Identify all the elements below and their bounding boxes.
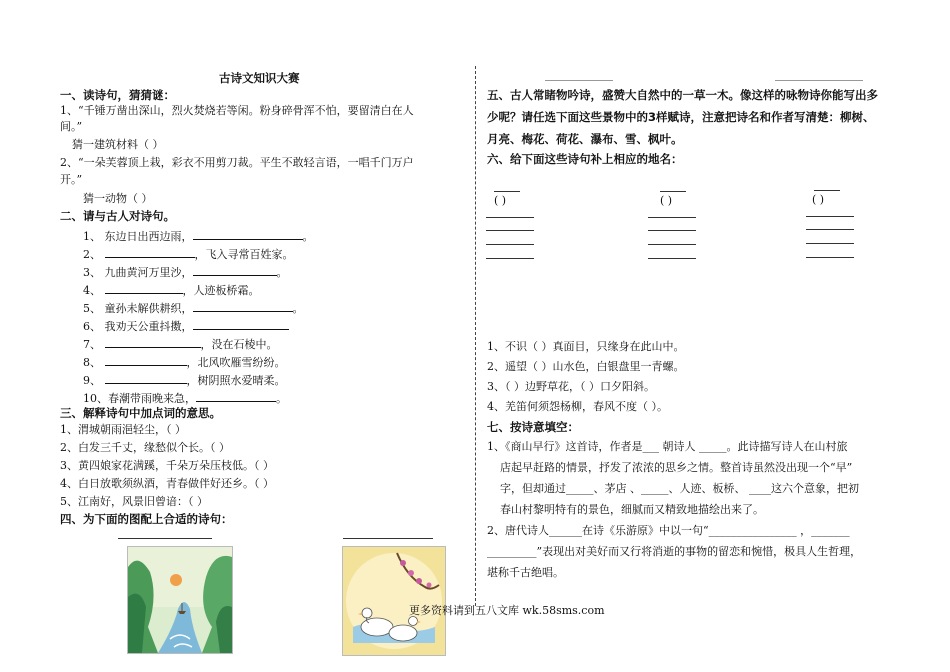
poem-3-line-3[interactable] <box>806 243 854 244</box>
poem-3-line-4[interactable] <box>806 257 854 258</box>
couplet-5-text: 5、 童孙未解供耕织， <box>83 302 193 315</box>
riddle-2-answer: 猜一动物（ ） <box>83 192 153 205</box>
explain-1: 1、渭城朝雨浥轻尘，（ ） <box>60 423 186 436</box>
couplet-10-dot: 。 <box>276 392 287 405</box>
section-2-heading: 二、请与古人对诗句。 <box>60 209 175 223</box>
couplet-10 <box>83 390 287 406</box>
poem-1-line-4[interactable] <box>486 258 534 259</box>
couplet-9 <box>83 372 286 388</box>
couplet-3-blank[interactable] <box>193 264 277 276</box>
section-5-line-2: 少呢？请任选下面这些景物中的3样赋诗，注意把诗名和作者写清楚：柳树、 <box>487 110 875 124</box>
section-5-line-1: 五、古人常睹物吟诗，盛赞大自然中的一草一木。像这样的咏物诗你能写出多 <box>487 88 878 102</box>
poem-2-line-1[interactable] <box>648 217 696 218</box>
riddle-1-answer: 猜一建筑材料（ ） <box>72 138 164 151</box>
column-divider <box>475 66 476 606</box>
poem-1-title-line[interactable] <box>494 191 520 192</box>
explain-2: 2、白发三千丈，缘愁似个长。（ ） <box>60 441 230 454</box>
couplet-9-blank[interactable] <box>105 372 187 384</box>
couplet-3-text: 3、 九曲黄河万里沙， <box>83 266 193 279</box>
picture-1-answer-line[interactable] <box>118 538 212 539</box>
couplet-4-text: ，人迹板桥霜。 <box>182 284 260 297</box>
explain-5: 5、江南好，风景旧曾谙：（ ） <box>60 495 208 508</box>
explain-4: 4、白日放歌须纵酒，青春做伴好还乡。（ ） <box>60 477 274 490</box>
fill-2-line-1: 2、唐代诗人______在诗《乐游原》中以一句“________________ ，_______ <box>487 524 850 537</box>
couplet-5 <box>83 300 304 316</box>
poem-2-line-3[interactable] <box>648 244 696 245</box>
riddle-1-line-1: 1、“千锤万凿出深山，烈火焚烧若等闲。粉身碎骨浑不怕，要留清白在人 <box>60 104 414 117</box>
fill-1-line-3: 字，但却通过_____、茅店 、_____、人迹、板桥、 ____这六个意象，把初 <box>500 482 859 495</box>
fill-1-line-1: 1、《商山早行》这首诗，作者是___ 朝诗人 _____。此诗描写诗人在山村旅 <box>487 440 848 453</box>
couplet-1 <box>83 228 314 244</box>
poem-2-line-2[interactable] <box>648 230 696 231</box>
couplet-8-text: ，北风吹雁雪纷纷。 <box>186 356 286 369</box>
couplet-7-blank[interactable] <box>105 336 201 348</box>
couplet-1-text: 1、 东边日出西边雨， <box>83 230 193 243</box>
poem-1-line-2[interactable] <box>486 230 534 231</box>
couplet-6-text: 6、 我劝天公重抖擞， <box>83 320 193 333</box>
couplet-5-dot: 。 <box>292 302 304 315</box>
riddle-1-line-2: 间。” <box>60 120 83 133</box>
couplet-1-blank[interactable] <box>193 228 303 240</box>
couplet-2-blank[interactable] <box>105 246 195 258</box>
couplet-7 <box>83 336 278 352</box>
place-1: 1、不识（ ）真面目，只缘身在此山中。 <box>487 340 685 353</box>
poem-3-line-1[interactable] <box>806 216 854 217</box>
header-line-2 <box>775 80 863 81</box>
couplet-2 <box>83 246 294 262</box>
couplet-9-text: ，树阴照水爱晴柔。 <box>186 374 286 387</box>
fill-2-line-3: 堪称千古绝唱。 <box>487 566 564 579</box>
ducks-blossom-illustration <box>342 546 446 656</box>
poem-2-author-paren: ( ) <box>660 194 673 207</box>
picture-2-answer-line[interactable] <box>343 538 433 539</box>
place-2: 2、遥望（ ）山水色，白银盘里一青螺。 <box>487 360 685 373</box>
header-line-1 <box>545 80 613 81</box>
couplet-6-blank[interactable] <box>193 318 289 330</box>
place-3: 3、（ ）边野草花，（ ）口夕阳斜。 <box>487 380 655 393</box>
fill-2-line-2: _________”表现出对美好而又行将消逝的事物的留恋和惋惜，极具人生哲理， <box>487 545 862 558</box>
watermark: 更多资料请到五八文库 wk.58sms.com <box>409 604 605 617</box>
couplet-1-dot: 。 <box>302 230 314 243</box>
page-title: 古诗文知识大赛 <box>219 71 300 85</box>
poem-2-title-line[interactable] <box>660 191 686 192</box>
poem-1-line-3[interactable] <box>486 244 534 245</box>
couplet-4 <box>83 282 260 298</box>
place-4: 4、羌笛何须怨杨柳，春风不度（ ）。 <box>487 400 668 413</box>
section-3-heading: 三、解释诗句中加点词的意思。 <box>60 406 221 420</box>
couplet-9-num: 9、 <box>83 374 101 387</box>
couplet-3 <box>83 264 288 280</box>
couplet-2-text: ，飞入寻常百姓家。 <box>194 248 294 261</box>
couplet-8-blank[interactable] <box>105 354 187 366</box>
poem-3-line-2[interactable] <box>806 229 854 230</box>
riddle-2-line-2: 开。” <box>60 173 83 186</box>
fill-1-line-4: 春山村黎明特有的景色，细腻而又精致地描绘出来了。 <box>500 503 764 516</box>
riddle-2-line-1: 2、“一朵芙蓉顶上栽，彩衣不用剪刀裁。平生不敢轻言语，一唱千门万户 <box>60 156 414 169</box>
couplet-10-blank[interactable] <box>196 390 276 402</box>
section-4-heading: 四、为下面的图配上合适的诗句： <box>60 512 233 526</box>
couplet-6 <box>83 318 289 334</box>
poem-3-author-paren: ( ) <box>812 193 825 206</box>
couplet-5-blank[interactable] <box>193 300 293 312</box>
section-6-heading: 六、给下面这些诗句补上相应的地名： <box>487 152 683 166</box>
section-7-heading: 七、按诗意填空： <box>487 420 579 434</box>
landscape-illustration <box>127 546 233 654</box>
couplet-2-num: 2、 <box>83 248 101 261</box>
couplet-4-blank[interactable] <box>105 282 183 294</box>
couplet-4-num: 4、 <box>83 284 101 297</box>
couplet-8 <box>83 354 286 370</box>
poem-1-line-1[interactable] <box>486 217 534 218</box>
section-1-heading: 一、读诗句，猜猜谜： <box>60 88 175 102</box>
poem-3-title-line[interactable] <box>814 190 840 191</box>
couplet-7-text: ，没在石棱中。 <box>200 338 278 351</box>
fill-1-line-2: 店起早赶路的情景，抒发了浓浓的思乡之情。整首诗虽然没出现一个“早” <box>500 461 853 474</box>
couplet-7-num: 7、 <box>83 338 101 351</box>
section-5-line-3: 月亮、梅花、荷花、瀑布、雪、枫叶。 <box>487 132 683 146</box>
poem-1-author-paren: ( ) <box>494 194 507 207</box>
couplet-8-num: 8、 <box>83 356 101 369</box>
poem-2-line-4[interactable] <box>648 258 696 259</box>
explain-3: 3、黄四娘家花满蹊，千朵万朵压枝低。（ ） <box>60 459 274 472</box>
couplet-10-text: 10、春潮带雨晚来急， <box>83 392 196 405</box>
couplet-3-dot: 。 <box>276 266 288 279</box>
